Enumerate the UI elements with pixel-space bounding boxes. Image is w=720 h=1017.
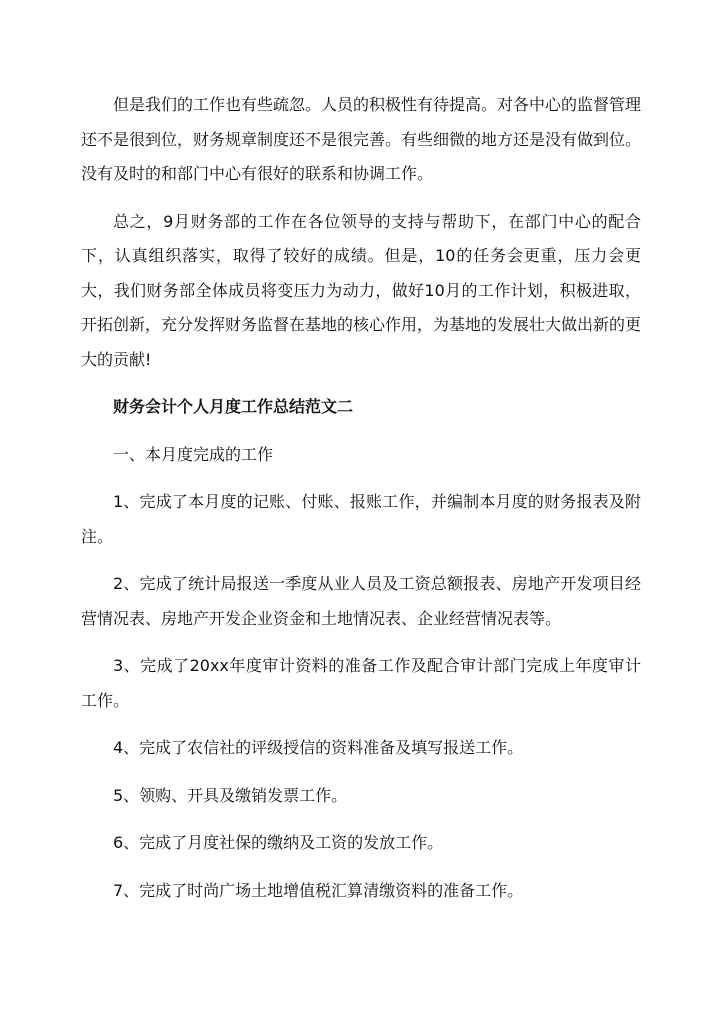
spacer bbox=[81, 718, 641, 731]
list-item: 5、领购、开具及缴销发票工作。 bbox=[113, 785, 348, 805]
spacer bbox=[81, 472, 641, 485]
spacer bbox=[81, 554, 641, 567]
subsection-title: 一、本月度完成的工作 bbox=[113, 444, 274, 464]
list-item: 3、完成了20xx年度审计资料的准备工作及配合审计部门完成上年度审计工作。 bbox=[81, 656, 641, 710]
spacer bbox=[81, 861, 641, 874]
list-item: 4、完成了农信社的评级授信的资料准备及填写报送工作。 bbox=[113, 738, 524, 757]
spacer bbox=[81, 766, 641, 779]
document-page bbox=[81, 88, 641, 908]
paragraph-shortcomings: 但是我们的工作也有些疏忽。人员的积极性有待提高。对各中心的监督管理还不是很到位，财务规章制度还不是很完善。有些细微的地方还是没有做到位。没有及时的和部门中心有很好的联系和协调工作。 bbox=[81, 95, 642, 183]
list-item: 7、完成了时尚广场土地增值税汇算清缴资料的准备工作。 bbox=[113, 880, 524, 900]
spacer bbox=[81, 813, 641, 826]
spacer bbox=[81, 377, 641, 390]
paragraph-conclusion: 总之，9月财务部的工作在各位领导的支持与帮助下，在部门中心的配合下，认真组织落实，取得了较好的成绩。但是，10的任务会更重，压力会更大，我们财务部全体成员将变压力为动力，做好10月的工作计划，积极进取，开拓创新，充分发挥财务监督在基地的核心作用，为基地的发展壮大做出新的更大的贡献! bbox=[81, 211, 642, 369]
list-item: 2、完成了统计局报送一季度从业人员及工资总额报表、房地产开发项目经营情况表、房地产开发企业资金和土地情况表、企业经营情况表等。 bbox=[81, 574, 641, 628]
spacer bbox=[81, 425, 641, 438]
section-title: 财务会计个人月度工作总结范文二 bbox=[113, 397, 354, 416]
list-item: 1、完成了本月度的记账、付账、报账工作，并编制本月度的财务报表及附注。 bbox=[81, 492, 641, 546]
spacer bbox=[81, 636, 641, 649]
list-item: 6、完成了月度社保的缴纳及工资的发放工作。 bbox=[113, 833, 444, 852]
spacer bbox=[81, 192, 641, 205]
